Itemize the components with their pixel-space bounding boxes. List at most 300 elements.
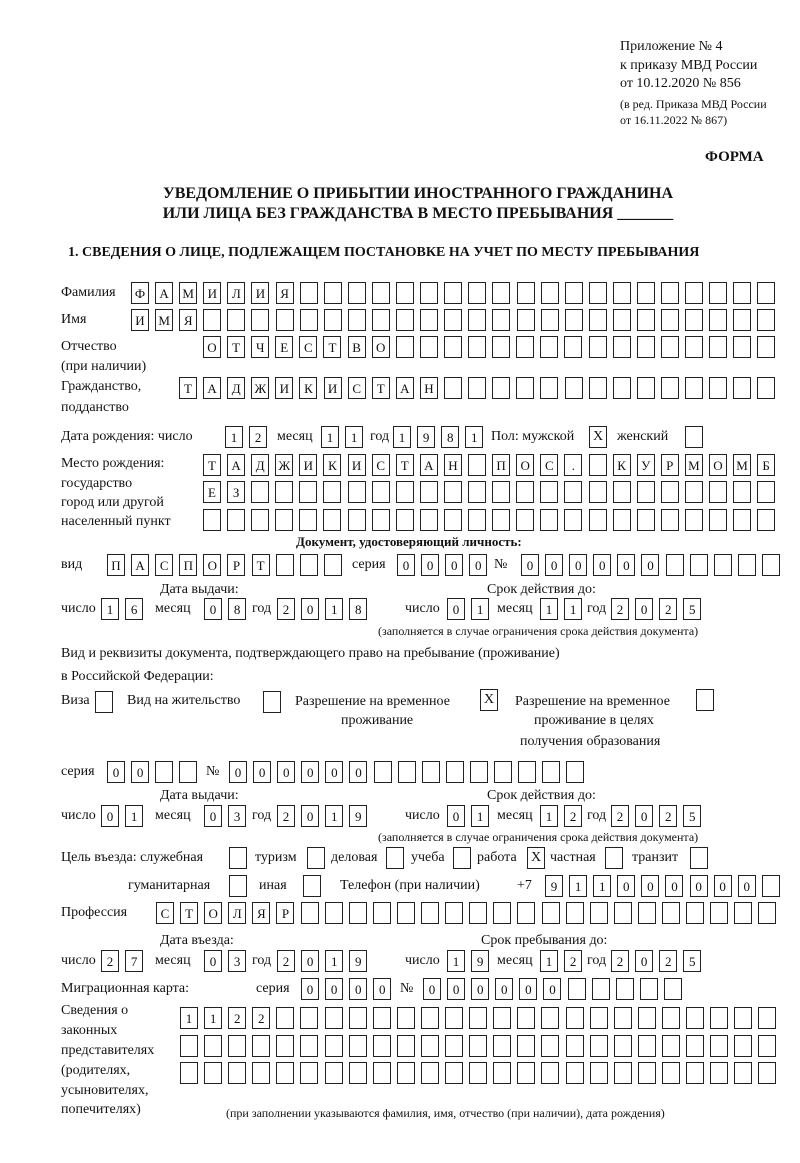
char-box[interactable] (661, 377, 679, 399)
char-box[interactable] (661, 282, 679, 304)
char-box[interactable] (372, 282, 390, 304)
char-box[interactable] (397, 1007, 415, 1029)
name-field[interactable] (131, 309, 775, 331)
char-box[interactable]: Б (757, 454, 775, 476)
char-box[interactable]: 1 (325, 950, 343, 972)
char-box[interactable] (733, 282, 751, 304)
char-box[interactable] (468, 282, 486, 304)
char-box[interactable] (396, 481, 414, 503)
char-box[interactable]: 1 (465, 426, 483, 448)
char-box[interactable] (348, 481, 366, 503)
char-box[interactable]: С (156, 902, 174, 924)
char-box[interactable]: О (709, 454, 727, 476)
surname-field[interactable] (131, 282, 775, 304)
char-box[interactable] (566, 1007, 584, 1029)
char-box[interactable]: 0 (423, 978, 441, 1000)
char-box[interactable]: Ж (275, 454, 293, 476)
char-box[interactable] (349, 902, 367, 924)
char-box[interactable] (299, 481, 317, 503)
char-box[interactable] (613, 309, 631, 331)
char-box[interactable]: 0 (545, 554, 563, 576)
char-box[interactable] (565, 282, 583, 304)
char-box[interactable] (469, 1035, 487, 1057)
char-box[interactable] (373, 1007, 391, 1029)
char-box[interactable] (685, 336, 703, 358)
char-box[interactable]: 0 (229, 761, 247, 783)
char-box[interactable] (757, 509, 775, 531)
char-box[interactable]: А (396, 377, 414, 399)
trp-edu-checkbox[interactable] (696, 689, 714, 711)
char-box[interactable] (685, 509, 703, 531)
char-box[interactable]: 1 (471, 598, 489, 620)
char-box[interactable] (666, 554, 684, 576)
stay-valid-month-field[interactable] (540, 805, 582, 827)
char-box[interactable] (348, 509, 366, 531)
char-box[interactable] (420, 282, 438, 304)
char-box[interactable] (396, 336, 414, 358)
char-box[interactable]: Н (444, 454, 462, 476)
entry-month-field[interactable] (204, 950, 246, 972)
char-box[interactable] (324, 554, 342, 576)
entry-day-field[interactable] (101, 950, 143, 972)
char-box[interactable]: З (227, 481, 245, 503)
char-box[interactable]: 2 (252, 1007, 270, 1029)
char-box[interactable]: 9 (349, 950, 367, 972)
char-box[interactable] (541, 309, 559, 331)
char-box[interactable]: 1 (564, 598, 582, 620)
char-box[interactable]: . (564, 454, 582, 476)
char-box[interactable] (396, 309, 414, 331)
char-box[interactable] (714, 554, 732, 576)
char-box[interactable]: 9 (545, 875, 563, 897)
purpose-business-checkbox[interactable] (386, 847, 404, 869)
char-box[interactable] (276, 1062, 294, 1084)
char-box[interactable] (592, 978, 610, 1000)
char-box[interactable] (445, 1035, 463, 1057)
char-box[interactable]: Т (203, 454, 221, 476)
char-box[interactable]: Л (228, 902, 246, 924)
char-box[interactable]: М (733, 454, 751, 476)
char-box[interactable] (517, 1035, 535, 1057)
char-box[interactable] (589, 509, 607, 531)
char-box[interactable]: С (348, 377, 366, 399)
char-box[interactable] (300, 1035, 318, 1057)
profession-field[interactable] (156, 902, 776, 924)
char-box[interactable]: 0 (373, 978, 391, 1000)
char-box[interactable] (300, 1062, 318, 1084)
char-box[interactable] (300, 309, 318, 331)
char-box[interactable]: К (299, 377, 317, 399)
char-box[interactable]: 1 (321, 426, 339, 448)
char-box[interactable] (420, 309, 438, 331)
char-box[interactable] (589, 454, 607, 476)
patronymic-field[interactable] (203, 336, 775, 358)
char-box[interactable] (276, 309, 294, 331)
char-box[interactable]: О (516, 454, 534, 476)
char-box[interactable]: У (637, 454, 655, 476)
char-box[interactable] (637, 282, 655, 304)
char-box[interactable]: 0 (471, 978, 489, 1000)
char-box[interactable] (638, 1062, 656, 1084)
char-box[interactable] (275, 509, 293, 531)
char-box[interactable]: Т (227, 336, 245, 358)
char-box[interactable] (421, 1062, 439, 1084)
char-box[interactable]: 9 (417, 426, 435, 448)
birth-place-line-1[interactable] (203, 454, 775, 476)
char-box[interactable]: 0 (569, 554, 587, 576)
birth-year-field[interactable] (393, 426, 483, 448)
char-box[interactable]: 0 (101, 805, 119, 827)
char-box[interactable]: 0 (714, 875, 732, 897)
char-box[interactable] (325, 1035, 343, 1057)
char-box[interactable] (757, 377, 775, 399)
char-box[interactable]: 0 (469, 554, 487, 576)
char-box[interactable] (444, 509, 462, 531)
char-box[interactable] (155, 761, 173, 783)
phone-field[interactable] (545, 875, 780, 897)
char-box[interactable]: 1 (540, 598, 558, 620)
char-box[interactable]: 0 (204, 598, 222, 620)
char-box[interactable] (420, 481, 438, 503)
char-box[interactable] (566, 1062, 584, 1084)
char-box[interactable]: 0 (349, 761, 367, 783)
char-box[interactable] (325, 902, 343, 924)
id-issue-day-field[interactable] (101, 598, 143, 620)
char-box[interactable]: Я (276, 282, 294, 304)
purpose-other-checkbox[interactable] (303, 875, 321, 897)
char-box[interactable]: 0 (447, 805, 465, 827)
birth-place-line-2[interactable] (203, 481, 775, 503)
purpose-service-checkbox[interactable] (229, 847, 247, 869)
char-box[interactable] (492, 509, 510, 531)
char-box[interactable] (252, 1062, 270, 1084)
char-box[interactable]: 0 (301, 761, 319, 783)
char-box[interactable] (373, 1035, 391, 1057)
id-number-field[interactable] (521, 554, 780, 576)
char-box[interactable] (203, 309, 221, 331)
char-box[interactable] (372, 509, 390, 531)
char-box[interactable] (420, 509, 438, 531)
char-box[interactable]: 1 (101, 598, 119, 620)
char-box[interactable] (733, 377, 751, 399)
char-box[interactable]: 0 (445, 554, 463, 576)
char-box[interactable]: 0 (447, 978, 465, 1000)
char-box[interactable] (541, 1035, 559, 1057)
char-box[interactable] (445, 902, 463, 924)
char-box[interactable] (637, 309, 655, 331)
char-box[interactable]: 0 (397, 554, 415, 576)
char-box[interactable] (710, 1062, 728, 1084)
char-box[interactable]: 0 (738, 875, 756, 897)
reps-line-1[interactable] (180, 1007, 776, 1029)
char-box[interactable] (709, 309, 727, 331)
char-box[interactable] (710, 902, 728, 924)
char-box[interactable]: 1 (540, 950, 558, 972)
char-box[interactable]: И (251, 282, 269, 304)
char-box[interactable] (518, 761, 536, 783)
char-box[interactable]: 0 (301, 950, 319, 972)
char-box[interactable] (566, 1035, 584, 1057)
char-box[interactable]: 2 (277, 598, 295, 620)
char-box[interactable] (709, 377, 727, 399)
char-box[interactable] (494, 761, 512, 783)
char-box[interactable] (734, 902, 752, 924)
char-box[interactable] (757, 282, 775, 304)
char-box[interactable] (444, 309, 462, 331)
char-box[interactable] (733, 481, 751, 503)
char-box[interactable]: Т (323, 336, 341, 358)
char-box[interactable] (661, 309, 679, 331)
char-box[interactable] (709, 481, 727, 503)
char-box[interactable] (492, 377, 510, 399)
char-box[interactable]: С (540, 454, 558, 476)
stay-number-field[interactable] (229, 761, 584, 783)
char-box[interactable] (397, 1035, 415, 1057)
char-box[interactable] (493, 1062, 511, 1084)
char-box[interactable] (300, 1007, 318, 1029)
char-box[interactable] (690, 554, 708, 576)
birth-day-field[interactable] (225, 426, 267, 448)
char-box[interactable]: 6 (125, 598, 143, 620)
char-box[interactable]: 0 (253, 761, 271, 783)
char-box[interactable] (638, 1035, 656, 1057)
char-box[interactable] (614, 902, 632, 924)
char-box[interactable] (324, 282, 342, 304)
char-box[interactable] (589, 481, 607, 503)
char-box[interactable] (590, 902, 608, 924)
char-box[interactable]: П (107, 554, 125, 576)
char-box[interactable] (637, 336, 655, 358)
char-box[interactable]: Р (227, 554, 245, 576)
char-box[interactable] (710, 1035, 728, 1057)
char-box[interactable] (685, 481, 703, 503)
char-box[interactable] (589, 309, 607, 331)
char-box[interactable] (542, 902, 560, 924)
char-box[interactable] (446, 761, 464, 783)
char-box[interactable]: 1 (345, 426, 363, 448)
char-box[interactable]: Я (179, 309, 197, 331)
stay-issue-year-field[interactable] (277, 805, 367, 827)
char-box[interactable] (564, 336, 582, 358)
char-box[interactable]: 0 (447, 598, 465, 620)
char-box[interactable] (757, 336, 775, 358)
char-box[interactable]: 2 (277, 950, 295, 972)
char-box[interactable] (540, 336, 558, 358)
char-box[interactable]: Н (420, 377, 438, 399)
char-box[interactable] (444, 336, 462, 358)
char-box[interactable] (180, 1035, 198, 1057)
char-box[interactable]: 1 (225, 426, 243, 448)
char-box[interactable]: 1 (125, 805, 143, 827)
char-box[interactable] (276, 1007, 294, 1029)
char-box[interactable] (349, 1007, 367, 1029)
char-box[interactable] (276, 1035, 294, 1057)
char-box[interactable] (613, 481, 631, 503)
char-box[interactable]: В (348, 336, 366, 358)
char-box[interactable] (396, 509, 414, 531)
char-box[interactable] (348, 282, 366, 304)
char-box[interactable]: 0 (325, 978, 343, 1000)
char-box[interactable] (589, 282, 607, 304)
char-box[interactable] (614, 1007, 632, 1029)
birth-month-field[interactable] (321, 426, 363, 448)
char-box[interactable]: А (155, 282, 173, 304)
char-box[interactable] (373, 902, 391, 924)
sex-female-checkbox[interactable] (685, 426, 703, 448)
char-box[interactable] (590, 1035, 608, 1057)
char-box[interactable] (227, 509, 245, 531)
char-box[interactable]: С (372, 454, 390, 476)
char-box[interactable]: 9 (349, 805, 367, 827)
char-box[interactable] (468, 377, 486, 399)
char-box[interactable] (686, 1035, 704, 1057)
stay-until-day-field[interactable] (447, 950, 489, 972)
char-box[interactable]: 0 (519, 978, 537, 1000)
char-box[interactable]: И (275, 377, 293, 399)
char-box[interactable] (517, 902, 535, 924)
char-box[interactable]: 2 (101, 950, 119, 972)
char-box[interactable] (300, 282, 318, 304)
char-box[interactable]: 1 (471, 805, 489, 827)
char-box[interactable] (758, 1007, 776, 1029)
char-box[interactable] (468, 454, 486, 476)
char-box[interactable] (422, 761, 440, 783)
char-box[interactable] (373, 1062, 391, 1084)
char-box[interactable]: Т (180, 902, 198, 924)
purpose-study-checkbox[interactable] (453, 847, 471, 869)
char-box[interactable] (733, 336, 751, 358)
purpose-transit-checkbox[interactable] (690, 847, 708, 869)
char-box[interactable]: 1 (180, 1007, 198, 1029)
char-box[interactable]: А (227, 454, 245, 476)
char-box[interactable]: 0 (635, 805, 653, 827)
char-box[interactable]: 0 (617, 554, 635, 576)
char-box[interactable]: О (204, 902, 222, 924)
char-box[interactable] (613, 377, 631, 399)
char-box[interactable] (179, 761, 197, 783)
char-box[interactable] (468, 309, 486, 331)
char-box[interactable] (564, 481, 582, 503)
purpose-private-checkbox[interactable] (605, 847, 623, 869)
char-box[interactable] (372, 481, 390, 503)
char-box[interactable]: 0 (325, 761, 343, 783)
char-box[interactable]: О (372, 336, 390, 358)
char-box[interactable] (565, 309, 583, 331)
char-box[interactable] (325, 1062, 343, 1084)
char-box[interactable] (540, 377, 558, 399)
char-box[interactable] (614, 1035, 632, 1057)
char-box[interactable]: 0 (301, 598, 319, 620)
char-box[interactable]: 0 (593, 554, 611, 576)
visa-checkbox[interactable] (95, 691, 113, 713)
char-box[interactable]: Ф (131, 282, 149, 304)
char-box[interactable] (517, 309, 535, 331)
char-box[interactable] (468, 509, 486, 531)
char-box[interactable] (734, 1007, 752, 1029)
char-box[interactable]: Р (276, 902, 294, 924)
char-box[interactable] (638, 1007, 656, 1029)
char-box[interactable] (349, 1035, 367, 1057)
char-box[interactable]: 3 (228, 950, 246, 972)
char-box[interactable]: 8 (228, 598, 246, 620)
char-box[interactable]: Я (252, 902, 270, 924)
char-box[interactable] (517, 1007, 535, 1029)
char-box[interactable]: 5 (683, 805, 701, 827)
char-box[interactable] (396, 282, 414, 304)
char-box[interactable]: К (613, 454, 631, 476)
char-box[interactable] (398, 761, 416, 783)
char-box[interactable] (227, 309, 245, 331)
char-box[interactable] (228, 1062, 246, 1084)
id-kind-field[interactable] (107, 554, 342, 576)
char-box[interactable]: О (203, 554, 221, 576)
char-box[interactable] (685, 309, 703, 331)
char-box[interactable] (470, 761, 488, 783)
char-box[interactable]: С (299, 336, 317, 358)
char-box[interactable] (180, 1062, 198, 1084)
char-box[interactable] (517, 1062, 535, 1084)
char-box[interactable] (638, 902, 656, 924)
char-box[interactable] (540, 481, 558, 503)
char-box[interactable]: Д (251, 454, 269, 476)
char-box[interactable]: 0 (617, 875, 635, 897)
stay-series-field[interactable] (107, 761, 197, 783)
char-box[interactable] (468, 481, 486, 503)
char-box[interactable] (492, 309, 510, 331)
char-box[interactable]: 0 (204, 805, 222, 827)
char-box[interactable]: 0 (131, 761, 149, 783)
char-box[interactable] (616, 978, 634, 1000)
id-valid-month-field[interactable] (540, 598, 582, 620)
char-box[interactable]: А (420, 454, 438, 476)
char-box[interactable] (662, 1035, 680, 1057)
char-box[interactable] (516, 481, 534, 503)
char-box[interactable] (613, 336, 631, 358)
char-box[interactable] (542, 761, 560, 783)
char-box[interactable] (566, 761, 584, 783)
char-box[interactable] (709, 336, 727, 358)
char-box[interactable] (662, 1007, 680, 1029)
char-box[interactable] (372, 309, 390, 331)
char-box[interactable] (664, 978, 682, 1000)
char-box[interactable] (662, 902, 680, 924)
char-box[interactable]: Д (227, 377, 245, 399)
char-box[interactable]: 2 (249, 426, 267, 448)
char-box[interactable]: 0 (204, 950, 222, 972)
char-box[interactable] (469, 902, 487, 924)
char-box[interactable] (686, 1062, 704, 1084)
char-box[interactable] (757, 481, 775, 503)
char-box[interactable] (686, 1007, 704, 1029)
char-box[interactable] (564, 509, 582, 531)
char-box[interactable] (444, 481, 462, 503)
char-box[interactable] (637, 481, 655, 503)
char-box[interactable] (762, 554, 780, 576)
char-box[interactable] (492, 481, 510, 503)
char-box[interactable]: 2 (277, 805, 295, 827)
char-box[interactable]: О (203, 336, 221, 358)
char-box[interactable]: 2 (611, 805, 629, 827)
char-box[interactable]: 0 (521, 554, 539, 576)
char-box[interactable] (228, 1035, 246, 1057)
char-box[interactable] (444, 282, 462, 304)
char-box[interactable] (492, 282, 510, 304)
char-box[interactable] (348, 309, 366, 331)
reps-line-2[interactable] (180, 1035, 776, 1057)
sex-male-checkbox[interactable]: X (589, 426, 607, 448)
char-box[interactable] (685, 282, 703, 304)
char-box[interactable]: Т (179, 377, 197, 399)
